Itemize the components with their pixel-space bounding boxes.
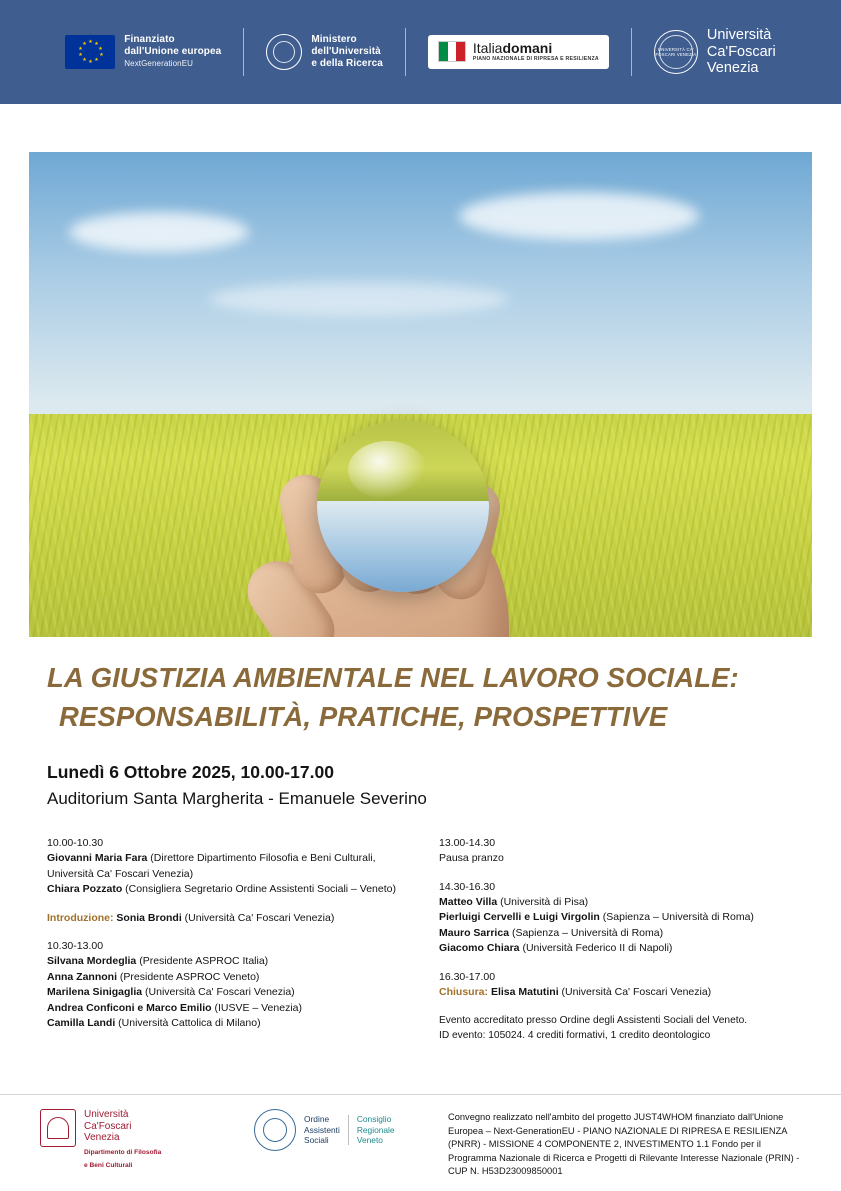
hero-cloud-2 xyxy=(459,192,699,240)
program-section-label: Chiusura: xyxy=(439,985,489,998)
program-entry xyxy=(47,851,407,882)
speaker-detail: (Sapienza – Università di Roma) xyxy=(599,911,754,923)
footer-unive-logo xyxy=(40,1109,228,1170)
speaker-detail: (IUSVE – Venezia) xyxy=(211,1001,302,1014)
program-entry xyxy=(439,895,799,911)
speaker-detail: (Università di Pisa) xyxy=(497,895,589,908)
speaker-detail: (Sapienza – Università di Roma) xyxy=(509,926,664,939)
poster-datetime-block xyxy=(47,760,807,811)
speaker-detail: (Consigliera Segretario Ordine Assistenti Sociali – Veneto) xyxy=(122,883,396,895)
speaker-name: Andrea Conficoni e Marco Emilio xyxy=(47,1001,212,1014)
speaker-detail: (Università Ca' Foscari Venezia) xyxy=(558,985,712,998)
program-schedule xyxy=(47,836,799,1056)
poster-title-line-1: LA GIUSTIZIA AMBIENTALE NEL LAVORO SOCIALE: xyxy=(47,662,739,693)
eu-flag-icon: ★ ★ ★ ★ ★ ★ ★ ★ ★ ★ xyxy=(65,35,115,69)
footer-unive-dept2: e Beni Culturali xyxy=(84,1161,133,1169)
speaker-name: Silvana Mordeglia xyxy=(47,955,137,967)
speaker-detail: (Presidente ASPROC Veneto) xyxy=(117,970,260,983)
program-entry xyxy=(439,985,799,1001)
speaker-detail: (Presidente ASPROC Italia) xyxy=(136,955,269,967)
eu-funding-logo xyxy=(43,34,243,70)
program-entry xyxy=(47,970,407,986)
ministero-logo xyxy=(244,34,405,70)
footer-ordine-logo xyxy=(254,1109,422,1151)
unive-banner-logo xyxy=(632,27,798,77)
program-time: 10.30-13.00 xyxy=(47,940,104,952)
accreditation-note xyxy=(439,1013,799,1043)
ministero-line3: e della Ricerca xyxy=(311,58,383,69)
unive-banner-name xyxy=(707,27,776,77)
speaker-detail: (Università Federico II di Napoli) xyxy=(519,942,673,954)
italiadomani-subtitle: PIANO NAZIONALE DI RIPRESA E RESILIENZA xyxy=(472,56,599,63)
program-entry xyxy=(47,954,407,970)
program-entry-plain: Pausa pranzo xyxy=(439,852,504,864)
accreditation-line-2: ID evento: 105024. 4 crediti formativi, 1 credito deontologico xyxy=(439,1030,711,1041)
program-entry xyxy=(47,882,407,898)
poster-venue: Auditorium Santa Margherita - Emanuele Severino xyxy=(47,789,427,808)
program-entry xyxy=(439,926,799,942)
speaker-detail: (Direttore Dipartimento Filosofia e Beni Culturali, Università Ca' Foscari Venezia) xyxy=(47,852,376,880)
speaker-name: Sonia Brondi xyxy=(116,911,182,924)
program-column-left xyxy=(47,836,407,1056)
italy-flag-icon xyxy=(438,41,466,62)
poster-title-line-2: RESPONSABILITÀ, PRATICHE, PROSPETTIVE xyxy=(59,701,668,732)
footer-ordine-line1: Ordine xyxy=(304,1114,330,1125)
program-entry xyxy=(439,941,799,957)
ministero-line1: Ministero xyxy=(311,34,357,45)
eu-funding-line3: NextGenerationEU xyxy=(124,59,194,68)
unive-seal-text: UNIVERSITÀ CA' FOSCARI VENEZIA xyxy=(655,47,697,57)
italiadomani-logo xyxy=(406,35,631,68)
footer-ordine-line3: Sociali xyxy=(304,1135,329,1146)
eu-funding-line1: Finanziato xyxy=(124,34,175,45)
program-section-label: Introduzione: xyxy=(47,911,114,924)
footer-consiglio-line3: Veneto xyxy=(356,1135,383,1146)
unive-banner-line2: Ca'Foscari xyxy=(706,43,776,60)
footer-unive-line3: Venezia xyxy=(84,1132,120,1143)
program-entry xyxy=(47,911,407,927)
speaker-detail: (Università Ca' Foscari Venezia) xyxy=(142,986,295,998)
hero-cloud-3 xyxy=(209,282,509,316)
footer-unive-line2: Ca'Foscari xyxy=(84,1120,132,1132)
speaker-name: Anna Zannoni xyxy=(47,970,117,983)
speaker-name: Pierluigi Cervelli e Luigi Virgolin xyxy=(439,911,600,923)
poster-title xyxy=(47,658,807,736)
unive-banner-line3: Venezia xyxy=(706,60,759,77)
program-block xyxy=(47,836,407,898)
speaker-name: Marilena Sinigaglia xyxy=(47,986,143,998)
footer-unive-dept1: Dipartimento di Filosofia xyxy=(84,1148,162,1156)
program-block xyxy=(47,939,407,1032)
speaker-detail: (Università Ca' Foscari Venezia) xyxy=(181,911,335,924)
unive-lion-icon xyxy=(40,1109,76,1147)
italiadomani-name-bold: domani xyxy=(502,40,553,57)
speaker-name: Mauro Sarrica xyxy=(439,926,510,939)
program-block-chiusura xyxy=(439,970,799,1001)
footer-consiglio-line1: Consiglio xyxy=(356,1114,392,1125)
speaker-name: Giovanni Maria Fara xyxy=(47,852,148,864)
footer-prin-statement: Convegno realizzato nell'ambito del progetto JUST4WHOM finanziato dall'Unione Europea – Next-GenerationEU - PIANO NAZIONALE DI RIPRESA E RESILIENZA (PNRR) - MISSIONE 4 COMPONENTE 2, INVESTIMENTO 1.1 Fondo per il Programma Nazionale di Ricerca e Progetti di Rilevante Interesse Nazionale (PRIN) - CUP N. H53D23009850001 xyxy=(448,1112,800,1176)
footer-logo-divider xyxy=(348,1115,349,1145)
speaker-name: Matteo Villa xyxy=(439,895,498,908)
poster-date: Lunedì 6 Ottobre 2025, 10.00-17.00 xyxy=(47,762,334,782)
ordine-knot-icon xyxy=(254,1109,296,1151)
speaker-name: Camilla Landi xyxy=(47,1017,116,1029)
ministero-text xyxy=(311,34,383,70)
ministero-seal-icon xyxy=(266,34,302,70)
program-time: 13.00-14.30 xyxy=(439,837,496,849)
poster-footer xyxy=(0,1094,841,1191)
program-block xyxy=(439,880,799,957)
speaker-name: Chiara Pozzato xyxy=(47,883,123,895)
footer-consiglio-line2: Regionale xyxy=(356,1124,395,1135)
eu-funding-line2: dall'Unione europea xyxy=(124,46,222,57)
program-entry xyxy=(47,1001,407,1017)
hero-cloud-1 xyxy=(69,212,249,252)
funding-banner-logos xyxy=(0,27,841,77)
program-entry xyxy=(439,910,799,926)
hero-glass-sphere xyxy=(317,420,489,592)
program-time: 16.30-17.00 xyxy=(439,970,496,983)
footer-ordine-line2: Assistenti xyxy=(304,1124,340,1135)
ministero-line2: dell'Università xyxy=(311,46,381,57)
speaker-name: Giacomo Chiara xyxy=(439,942,520,954)
speaker-detail: (Università Cattolica di Milano) xyxy=(115,1017,261,1029)
program-block-lunch xyxy=(439,836,799,867)
program-column-right xyxy=(439,836,799,1056)
program-time: 14.30-16.30 xyxy=(439,880,496,893)
eu-funding-text xyxy=(124,34,221,70)
speaker-name: Elisa Matutini xyxy=(490,985,559,998)
unive-banner-line1: Università xyxy=(706,27,772,44)
poster-hero-image xyxy=(29,152,812,637)
funding-banner xyxy=(0,0,841,104)
program-time: 10.00-10.30 xyxy=(47,837,104,849)
program-block-introduzione xyxy=(47,911,407,927)
program-entry xyxy=(47,1016,407,1032)
italiadomani-name-light: Italia xyxy=(472,40,503,57)
footer-unive-line1: Università xyxy=(84,1109,129,1120)
program-entry xyxy=(47,985,407,1001)
accreditation-line-1: Evento accreditato presso Ordine degli Assistenti Sociali del Veneto. xyxy=(439,1015,748,1026)
unive-seal-icon xyxy=(654,30,698,74)
